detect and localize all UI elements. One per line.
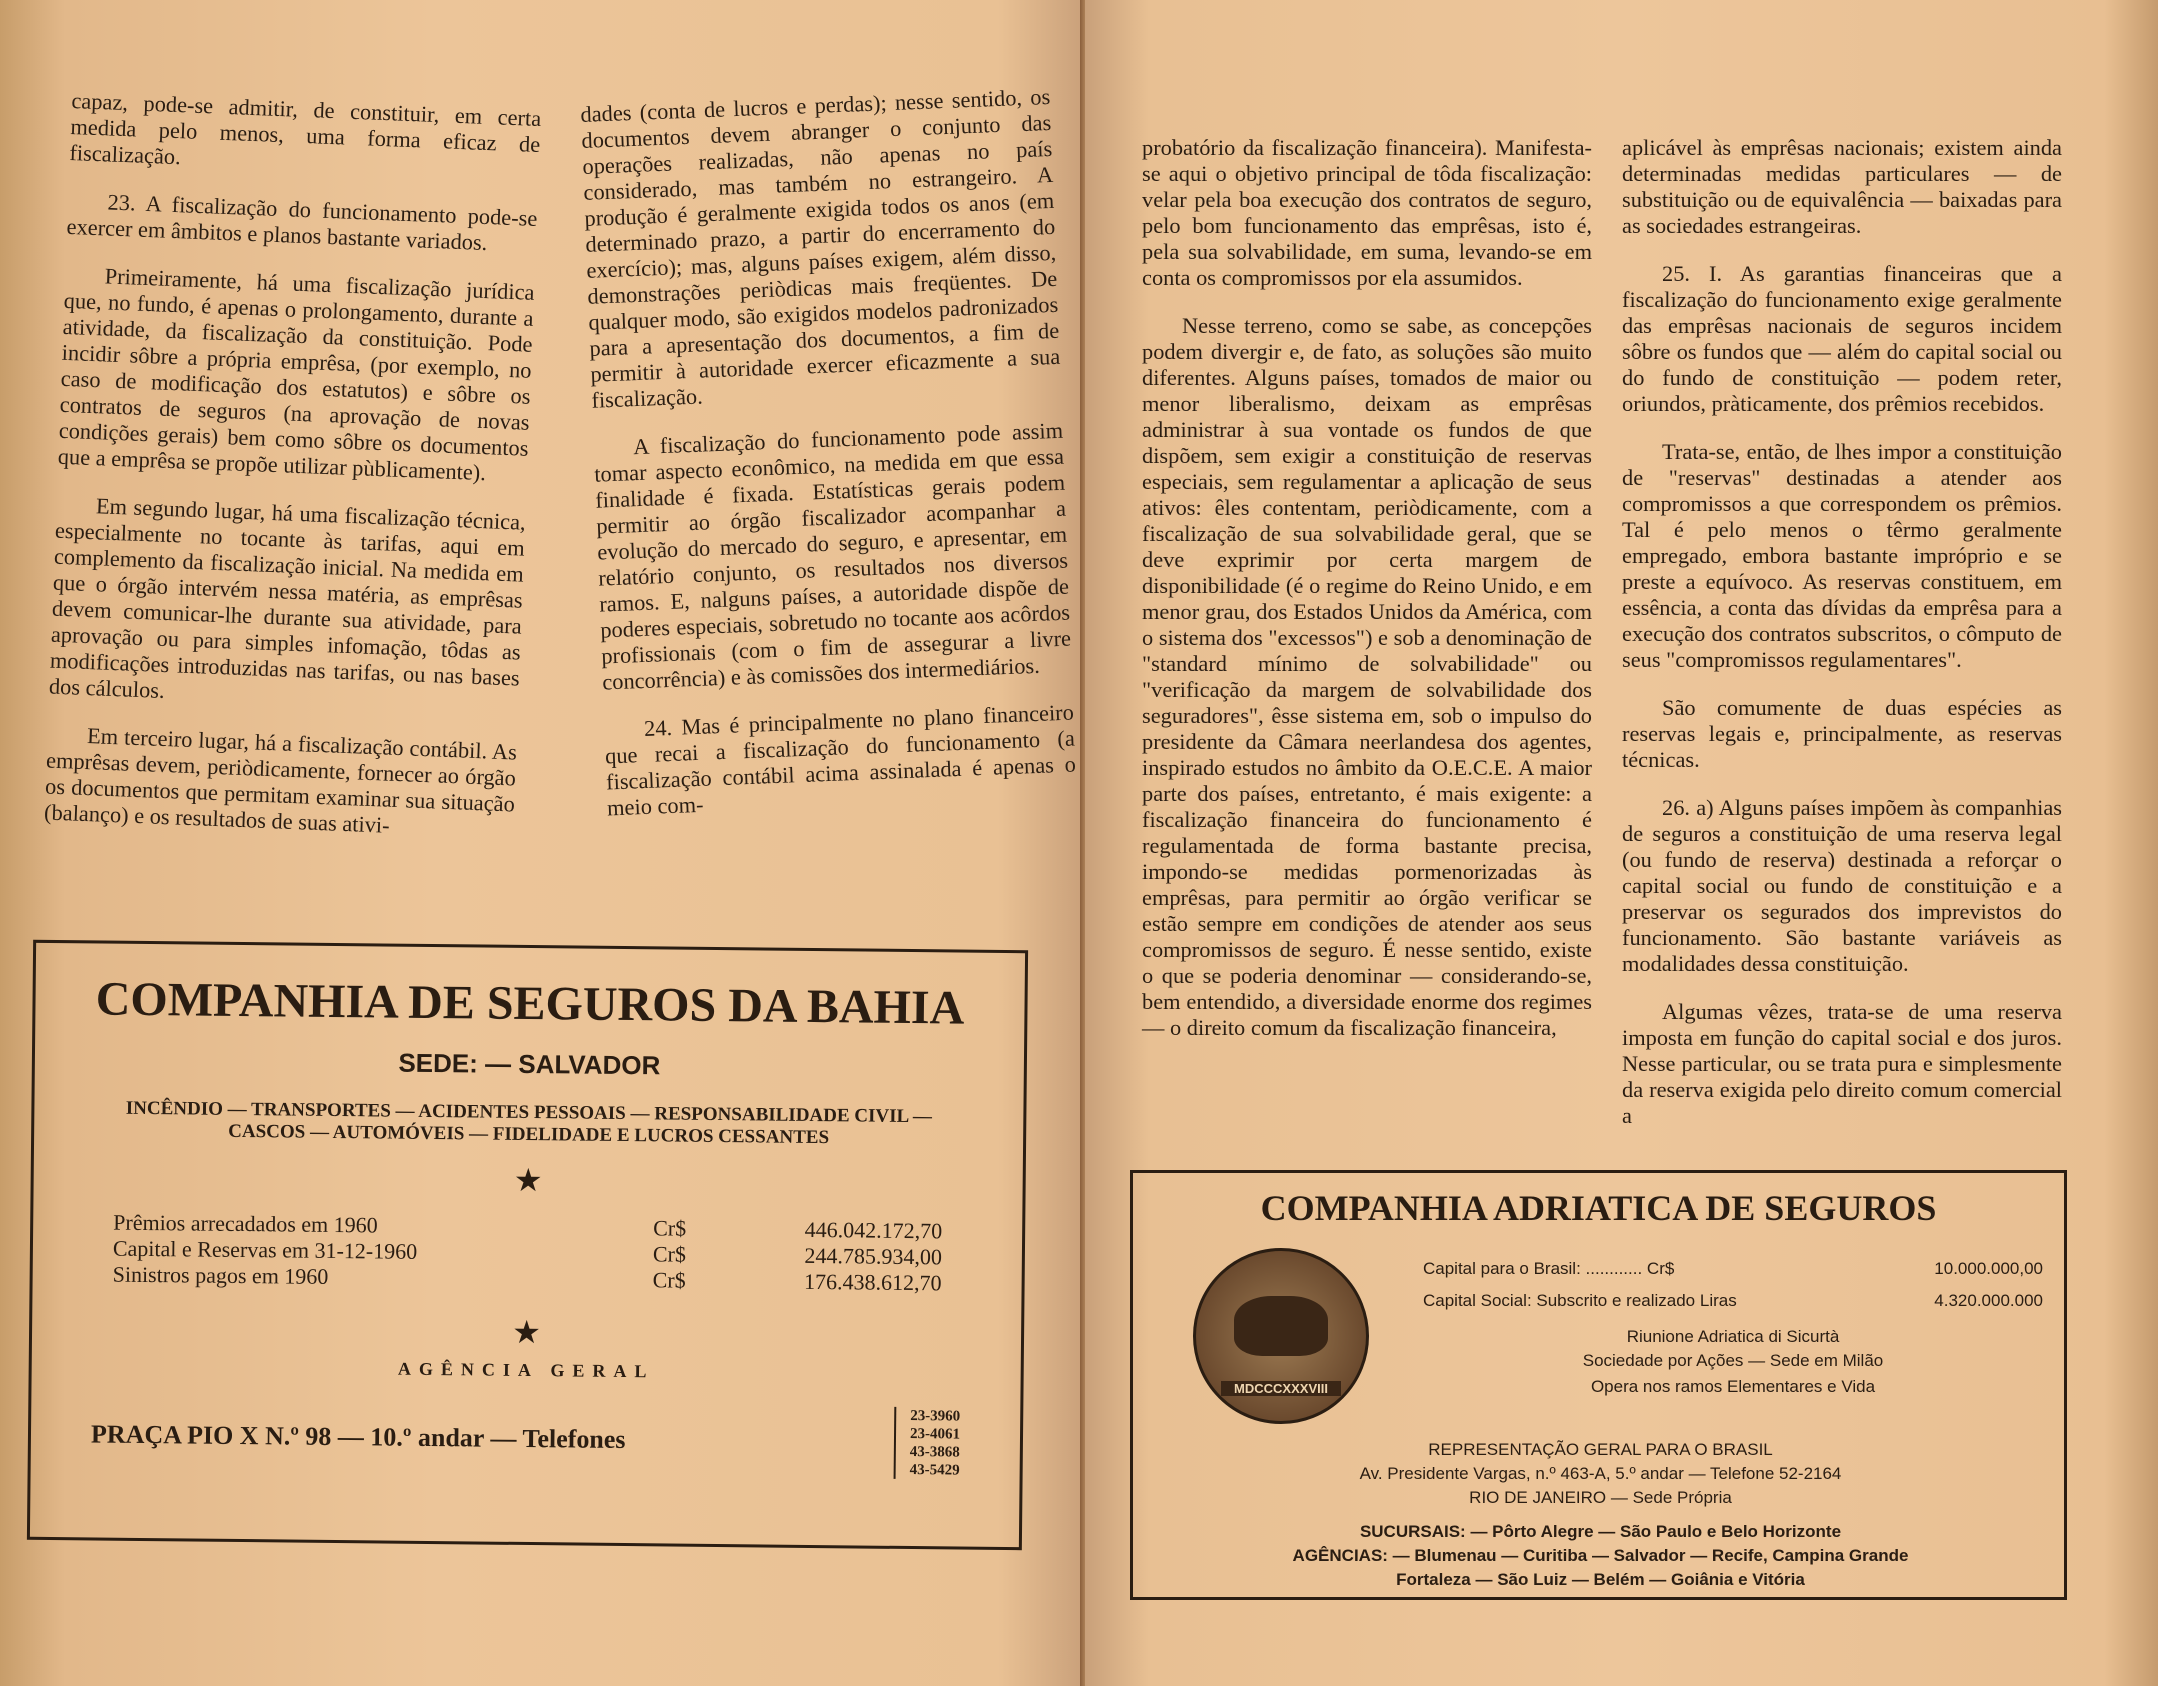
ad-adriatica-info (1423, 1253, 2043, 1401)
row-label: Sinistros pagos em 1960 (112, 1261, 329, 1289)
left-column-2 (580, 84, 1078, 843)
right-page (1085, 0, 2158, 1686)
paragraph: 23. A fiscalização do funcionamento pode-se exercer em âmbitos e planos bastante variados. (66, 189, 538, 256)
ad-bahia-address: PRAÇA PIO X N.º 98 — 10.º andar — Telefones (90, 1419, 626, 1455)
seal-text: MDCCCXXXVIII (1221, 1381, 1341, 1396)
paragraph: probatório da fiscalização financeira). Manifesta-se aqui o objetivo principal de tôda fiscalização: velar pela boa execução dos contratos de seguro, pelo bom funcionamento das emprêsas, isto é, pela sua solvabilidade, em suma, levando-se em conta os compromissos por ela assumidos. (1142, 135, 1592, 290)
sucursais: SUCURSAIS: — Pôrto Alegre — São Paulo e Belo Horizonte (1359, 1522, 1842, 1541)
capital-social-label: Capital Social: Subscrito e realizado Liras (1423, 1291, 1737, 1310)
paragraph: Trata-se, então, de lhes impor a constituição de "reservas" destinadas a atender aos compromissos a que correspondem os prêmios. Tal é pelo menos o têrmo geralmente empregado, embora bastante impróprio e se preste a equívoco. As reservas constituem, em essência, a conta das dívidas da emprêsa para a execução dos contratos subscritos, o cômputo de seus "compromissos regulamentares". (1622, 439, 2062, 672)
right-column-1 (1142, 135, 1592, 1063)
sociedade: Sociedade por Ações — Sede em Milão (1582, 1351, 1884, 1370)
capital-brasil-value: 10.000.000,00 (1934, 1259, 2043, 1278)
paragraph: Algumas vêzes, trata-se de uma reserva imposta em função do capital social e dos juros. Nesse particular, ou se trata pura e simplesmente da reserva exigida pelo direito comum comercial a (1622, 999, 2062, 1128)
phone: 43-3868 (909, 1444, 960, 1461)
rio: RIO DE JANEIRO — Sede Própria (1469, 1488, 1732, 1507)
opera: Opera nos ramos Elementares e Vida (1590, 1377, 1876, 1396)
ad-bahia-title: COMPANHIA DE SEGUROS DA BAHIA (95, 972, 965, 1035)
paragraph: 26. a) Alguns países impõem às companhias de seguros a constituição de uma reserva legal (ou fundo de reserva) destinada a reforçar o capital social ou fundo de constituição e a preservar os segurados dos imprevistos do funcionamento. São bastante variáveis as modalidades dessa constituição. (1622, 795, 2062, 976)
paragraph: aplicável às emprêsas nacionais; existem ainda determinadas medidas particulares — de substituição ou de equivalência — baixadas para as sociedades estrangeiras. (1622, 135, 2062, 238)
row-currency: Cr$ (652, 1241, 687, 1267)
ad-adriatica-title: COMPANHIA ADRIATICA DE SEGUROS (1260, 1188, 1937, 1228)
paragraph: São comumente de duas espécies as reservas legais e, principalmente, as reservas técnicas. (1622, 695, 2062, 772)
row-label: Prêmios arrecadados em 1960 (113, 1209, 378, 1238)
capital-brasil-label: Capital para o Brasil: ............ Cr$ (1423, 1259, 1675, 1278)
left-column-1 (43, 88, 542, 865)
paragraph: capaz, pode-se admitir, de constituir, em certa medida pelo menos, uma forma eficaz de fiscalização. (69, 88, 542, 170)
address: Av. Presidente Vargas, n.º 463-A, 5.º andar — Telefone 52-2164 (1359, 1464, 1842, 1483)
seal-lion-icon (1234, 1296, 1328, 1356)
ad-bahia-table (113, 1210, 943, 1297)
ad-adriatica-footer (1153, 1438, 2048, 1592)
ad-bahia-agencia: AGÊNCIA GERAL (397, 1358, 655, 1382)
ad-bahia-address-row (91, 1398, 961, 1479)
paragraph: 25. I. As garantias financeiras que a fiscalização do funcionamento exige geralmente das emprêsas nacionais de seguros incidem sôbre os fundos que — além do capital social ou do fundo de constituição — podem reter, oriundos, pràticamente, dos prêmios recebidos. (1622, 261, 2062, 416)
capital-social-value: 4.320.000.000 (1934, 1291, 2043, 1310)
capital-brasil-row (1423, 1253, 2043, 1285)
paragraph: Em segundo lugar, há uma fiscalização técnica, especialmente no tocante às tarifas, aqui em complemento da fiscalização inicial. Na medida em que o órgão intervém nessa matéria, as emprêsas devem comunicar-lhe durante sua atividade, para aprovação ou para simples infomação, tôdas as modificações introduzidas nas tarifas, ou nas bases dos cálculos. (48, 493, 527, 703)
representacao: REPRESENTAÇÃO GERAL PARA O BRASIL (1428, 1440, 1773, 1459)
adriatica-seal (1193, 1248, 1369, 1424)
phone: 23-3960 (910, 1408, 961, 1425)
row-value: 176.438.612,70 (804, 1268, 942, 1296)
ad-bahia-lines: INCÊNDIO — TRANSPORTES — ACIDENTES PESSOAIS — RESPONSABILIDADE CIVIL — CASCOS — AUTOMÓVEIS — FIDELIDADE E LUCROS CESSANTES (125, 1097, 933, 1149)
star-icon: ★ (512, 1313, 542, 1351)
paragraph: 24. Mas é principalmente no plano financeiro que recai a fiscalização do funcionamento (a fiscalização contábil acima assinalada é apenas o meio com- (604, 699, 1077, 821)
paragraph: A fiscalização do funcionamento pode assim tomar aspecto econômico, na medida em que essa finalidade é fixada. Estatísticas gerais podem permitir ao órgão fiscalizador acompanhar a evolução do mercado do seguro, e apresentar, em relatório conjunto, os resultados nos diversos ramos. E, nalguns países, a autoridade dispõe de poderes especiais, sobretudo no tocante aos acôrdos profissionais (com o fim de assegurar a livre concorrência) e às comissões dos intermediários. (593, 417, 1072, 695)
phone: 43-5429 (909, 1462, 960, 1479)
paragraph: Primeiramente, há uma fiscalização jurídica que, no fundo, é apenas o prolongamento, durante a atividade, da fiscalização da constituição. Pode incidir sôbre a própria emprêsa, (por exemplo, no caso de modificação dos estatutos) e sôbre os contratos de seguros (na aprovação de novas condições gerais) bem como sôbre os documentos que a emprêsa se propõe utilizar pùblicamente). (57, 263, 535, 486)
ad-bahia-sede: SEDE: — SALVADOR (398, 1047, 661, 1081)
capital-social-row (1423, 1285, 2043, 1317)
paragraph: Nesse terreno, como se sabe, as concepções podem divergir e, de fato, as soluções são muito diferentes. Alguns países, tomados de maior ou menor liberalismo, deixam as emprêsas administrar à sua vontade os fundos de que dispõem, sem exigir a constituição de reservas especiais, sem regulamentar a aplicação de seus ativos: êles contentam, periòdicamente, com a fiscalização de sua solvabilidade geral, que se deve exprimir por certa margem de disponibilidade (é o regime do Reino Unido, e em menor grau, dos Estados Unidos da América, com o sistema dos "excessos") e sob a denominação de "standard mínimo de solvabilidade" ou "verificação da margem de solvabilidade dos seguradores", êsse sistema em, sob o impulso do presidente da Câmara neerlandesa dos agentes, inspirado estudos no âmbito da O.E.C.E. A maior parte dos países, entretanto, é mais exigente: a fiscalização financeira do funcionamento é regulamentada de forma bastante precisa, impondo-se medidas pormenorizadas às emprêsas, para permitir ao órgão verificar se estão sempre em condições de atender aos seus compromissos de seguro. É nesse sentido, existe o que se poderia denominar — considerando-se, bem entendido, a diversidade enorme dos regimes — o direito comum da fiscalização financeira, (1142, 313, 1592, 1040)
agencias: AGÊNCIAS: — Blumenau — Curitiba — Salvador — Recife, Campina Grande (1292, 1546, 1909, 1565)
paragraph: dades (conta de lucros e perdas); nesse sentido, os documentos devem abranger o conjunto das operações realizadas, não apenas no país considerado, mas também no estrangeiro. A produção é geralmente exigida todos os anos (em determinado prazo, a partir do encerramento do exercício); mas, alguns países exigem, além disso, demonstrações periòdicas mais freqüentes. De qualquer modo, são exigidos modelos padronizados para a apresentação dos documentos, a fim de permitir à autoridade exercer eficazmente a sua fiscalização. (580, 83, 1061, 413)
row-currency: Cr$ (652, 1267, 686, 1293)
riunione: Riunione Adriatica di Sicurtà (1626, 1327, 1840, 1346)
ad-adriatica (1130, 1170, 2067, 1600)
ad-bahia (27, 940, 1028, 1550)
phone: 23-4061 (909, 1426, 961, 1443)
row-label: Capital e Reservas em 31-12-1960 (112, 1235, 418, 1264)
star-icon: ★ (513, 1161, 543, 1199)
row-value: 244.785.934,00 (804, 1242, 943, 1270)
right-column-2 (1622, 135, 2062, 1151)
row-currency: Cr$ (653, 1215, 687, 1241)
row-value: 446.042.172,70 (804, 1216, 943, 1244)
paragraph: Em terceiro lugar, há a fiscalização contábil. As emprêsas devem, periòdicamente, fornecer ao órgão os documentos que permitam examinar sua situação (balanço) e os resultados de suas ativi- (43, 723, 518, 838)
ad-bahia-phones (894, 1407, 961, 1480)
agencias-2: Fortaleza — São Luiz — Belém — Goiânia e Vitória (1396, 1570, 1805, 1589)
